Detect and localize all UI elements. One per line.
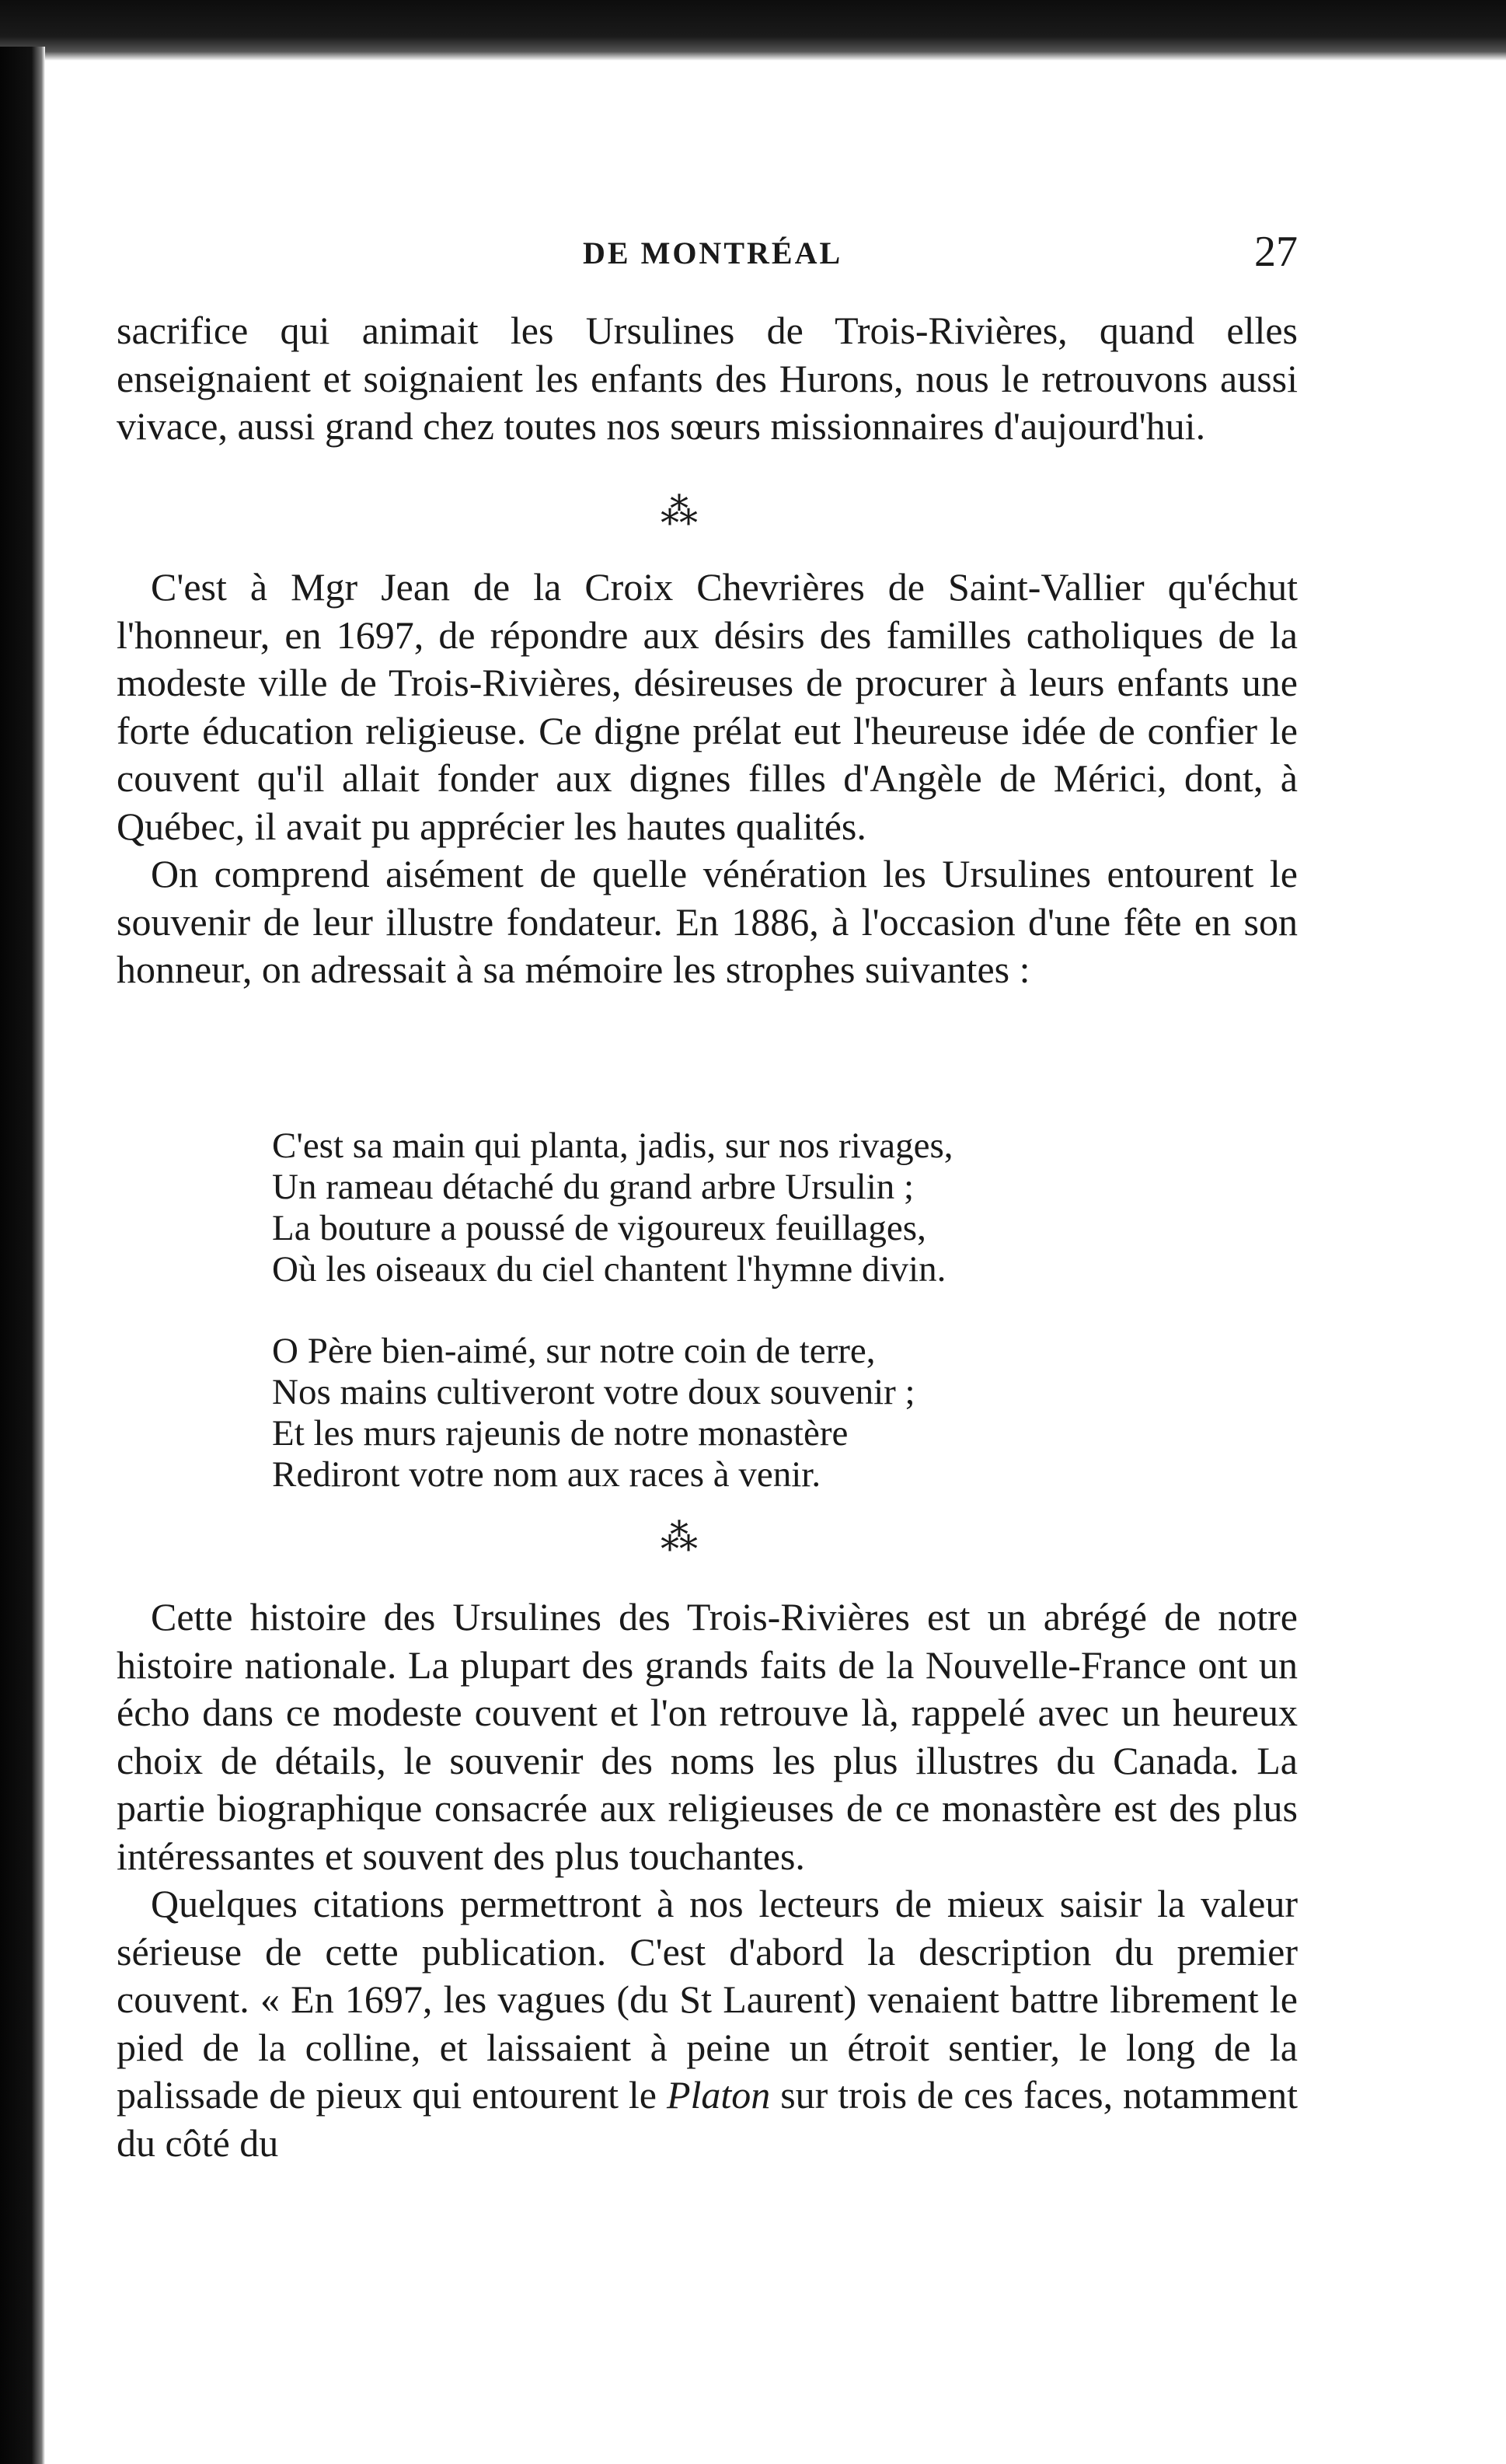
- paragraph-4: Cette histoire des Ursulines des Trois-Rivières est un abrégé de notre histoire nationale. La plupart des grands faits de la Nouvelle-France ont un écho dans ce modeste couvent et l'on retrouve là, rappelé avec un heureux choix de détails, le souvenir des noms les plus illustres du Canada. La partie biographique consacrée aux religieuses de ce monastère est des plus intéressantes et souvent des plus touchantes.: [117, 1595, 1298, 1878]
- poem-line: Où les oiseaux du ciel chantent l'hymne divin.: [272, 1249, 946, 1290]
- section-separator-2: ⁂: [661, 1517, 699, 1558]
- paragraph-2-block: [117, 564, 1298, 994]
- paragraph-4-block: [117, 1593, 1298, 2167]
- paragraph-3: On comprend aisément de quelle vénération les Ursulines entourent le souvenir de leur illustre fondateur. En 1886, à l'occasion d'une fête en son honneur, on adressait à sa mémoire les strophes suivantes :: [117, 852, 1298, 991]
- italic-name: Platon: [666, 2073, 771, 2117]
- scan-top-border: [0, 0, 1506, 61]
- poem-line: La bouture a poussé de vigoureux feuillages,: [272, 1208, 926, 1248]
- poem-line: Nos mains cultiveront votre doux souvenir ;: [272, 1372, 915, 1412]
- poem-line: Un rameau détaché du grand arbre Ursulin ;: [272, 1167, 915, 1207]
- section-separator-1: ⁂: [661, 491, 699, 532]
- poem-line: O Père bien-aimé, sur notre coin de terre,: [272, 1331, 876, 1371]
- page-number: 27: [1254, 228, 1298, 276]
- running-head: [117, 227, 1298, 289]
- poem-line: C'est sa main qui planta, jadis, sur nos rivages,: [272, 1126, 953, 1166]
- running-head-title: DE MONTRÉAL: [583, 236, 843, 270]
- paragraph-5: [117, 1880, 1298, 2167]
- paragraph-5-text: Quelques citations permettront à nos lecteurs de mieux saisir la valeur sérieuse de cette publication. C'est d'abord la description du premier couvent. « En 1697, les vagues (du St Laurent) venaient battre librement le pied de la colline, et laissaient à peine un étroit sentier, le long de la palissade de pieux qui entourent le: [117, 1882, 1298, 2117]
- paragraph-2: C'est à Mgr Jean de la Croix Chevrières de Saint-Vallier qu'échut l'honneur, en 1697, de répondre aux désirs des familles catholiques de la modeste ville de Trois-Rivières, désireuses de procurer à leurs enfants une forte éducation religieuse. Ce digne prélat eut l'heureuse idée de confier le couvent qu'il allait fonder aux dignes filles d'Angèle de Mérici, dont, à Québec, il avait pu apprécier les hautes qualités.: [117, 565, 1298, 848]
- poem: [272, 1126, 953, 1496]
- paragraph-1: sacrifice qui animait les Ursulines de Trois-Rivières, quand elles enseignaient et soignaient les enfants des Hurons, nous le retrouvons aussi vivace, aussi grand chez toutes nos sœurs missionnaires d'aujourd'hui.: [117, 309, 1298, 448]
- poem-line: Rediront votre nom aux races à venir.: [272, 1454, 821, 1495]
- scan-left-border: [0, 47, 45, 2464]
- poem-line: Et les murs rajeunis de notre monastère: [272, 1413, 849, 1454]
- paragraph-1-block: [117, 307, 1298, 451]
- paragraph-5-tail: sur trois de ces faces, notamment du côté du: [117, 2073, 1299, 2165]
